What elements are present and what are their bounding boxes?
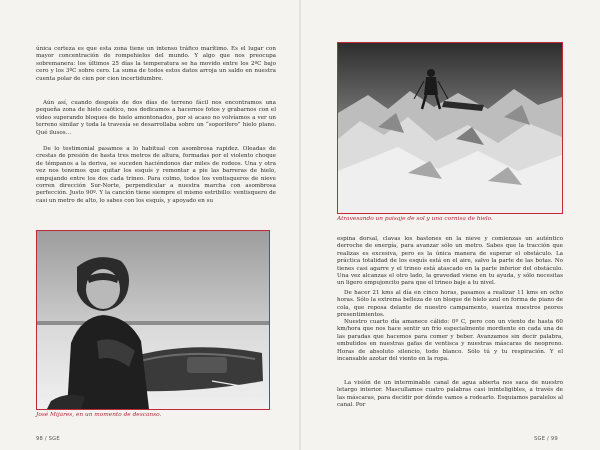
portrait-photo-image <box>37 231 269 409</box>
left-photo-caption: José Mijares, en un momento de descanso. <box>36 412 162 418</box>
right-paragraph-4: La visión de un interminable canal de agua abierta nos saca de nuestro letargo interior. Mascullamos cuatro palabras casi ininteligibles, a través de las máscaras, para decidir por dónde vamos a rodearlo. Esquiamos paralelos al canal. Por <box>337 380 563 409</box>
ice-landscape-photo <box>337 42 563 214</box>
right-folio: SGE / 99 <box>534 436 558 442</box>
right-photo-caption: Atravesando un paisaje de sol y una cornisa de hielo. <box>337 216 493 222</box>
left-paragraph-2: Aún así, cuando después de dos días de terreno fácil nos encontramos una pequeña zona de hielo caótico, nos dedicamos a hacernos fotos y grabarnos con el vídeo superando bloques de hielo amontonados, por si acaso no volvíamos a ver un terreno similar y toda la travesía se desarrollaba sobre un “soporífero” hielo plano. Qué ilusos… <box>36 100 276 136</box>
left-folio: 98 / SGE <box>36 436 60 442</box>
right-paragraph-2: De hacer 21 kms al día en cinco horas, pasamos a realizar 11 kms en ocho horas. Sólo la extrema belleza de un bloque de hielo azul en forma de piano de cola, que reposa delante de nuestro campamento, suaviza nuestros peores presentimientos. <box>337 290 563 319</box>
portrait-photo <box>36 230 270 410</box>
left-paragraph-1: única certeza es que esta zona tiene un intenso tráfico marítimo. Es el lugar con mayor concentración de rompehielos del mundo. Y algo que nos preocupa sobremanera: los últimos 25 días la temperatura se ha movido entre los 2ºC bajo cero y los 3ºC sobre cero. La suma de todos estos datos arroja un saldo en nuestra cuenta polar de cien por cien incertidumbre. <box>36 46 276 82</box>
left-page <box>0 0 299 450</box>
right-paragraph-3: Nuestro cuarto día amanece cálido: 0º C, pero con un viento de hasta 60 km/hora que nos hace sentir un frío especialmente mordiente en cada una de las paradas que hacemos para comer y beber. Avanzamos sin decir palabra, embutidos en nuestras gafas de ventisca y nuestras máscaras de neopreno. Horas de absoluto silencio, todo blanco. Sólo tú y tu respiración. Y el incansable azotar del viento en la ropa. <box>337 319 563 363</box>
ice-landscape-photo-image <box>338 43 562 213</box>
right-paragraph-1: espina dorsal, clavas los bastones en la nieve y comienzas un auténtico derroche de energía, para avanzar sólo un metro. Sabes que la tracción que realizas es excesiva, pero es la única manera de superar el obstáculo. La práctica totalidad de los esquís está en el aire, salvo la parte de las botas. No tienes casi agarre y el trineo está atascado en la parte inferior del obstáculo. Una vez alcanzas el otro lado, la gravedad viene en tu ayuda, y sólo necesitas un ligero empujoncito para que el trineo baje a tu nivel. <box>337 236 563 287</box>
right-page <box>301 0 600 450</box>
left-paragraph-3: De lo testimonial pasamos a lo habitual con asombrosa rapidez. Oleadas de crestas de presión de hasta tres metros de altura, formadas por el violento choque de témpanos a la deriva, se suceden haciéndonos dar miles de rodeos. Una y otra vez nos tenemos que quitar los esquís y remontar a pie las barreras de hielo, empujando entre los dos cada trineo. Para colmo, todos los ventisqueros de nieve corren dirección Sur-Norte, perpendicular a nuestra marcha con asombrosa perfección. Justo 90º. Y la canción tiene siempre el mismo estribillo: ventisquero de casi un metro de alto, lo sabes con los esquís, y apoyado en su <box>36 146 276 204</box>
